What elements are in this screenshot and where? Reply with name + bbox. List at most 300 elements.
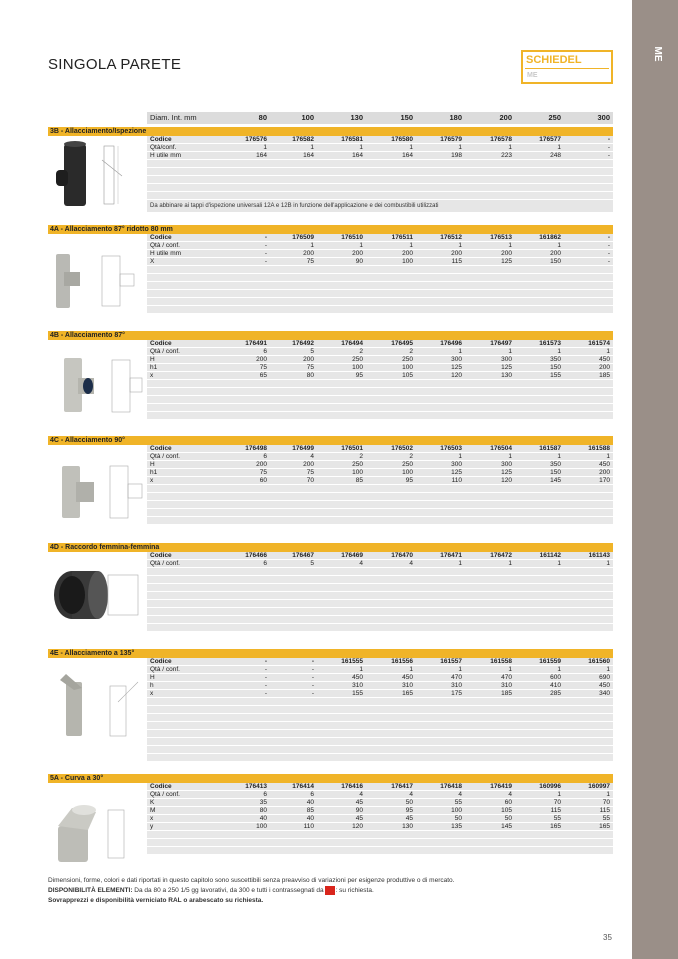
table-cell: 350 — [550, 356, 561, 363]
row-label: x — [150, 477, 154, 484]
empty-row — [147, 831, 613, 839]
empty-row — [147, 396, 613, 404]
table-cell: 4 — [359, 560, 363, 567]
empty-row — [147, 404, 613, 412]
logo-sub: ME — [527, 72, 538, 79]
table-cell: 176580 — [391, 136, 413, 143]
empty-row — [147, 714, 613, 722]
row-label: Codice — [150, 658, 172, 665]
table-row — [147, 783, 613, 791]
table-cell: 4 — [508, 791, 512, 798]
table-cell: 4 — [409, 791, 413, 798]
coupling-illustration — [50, 565, 146, 625]
section-header: 4D - Raccordo femmina-femmina — [48, 543, 613, 552]
spec-table — [147, 136, 613, 212]
table-cell: 470 — [451, 674, 462, 681]
table-cell: 1 — [508, 242, 512, 249]
row-label: Qtà / conf. — [150, 348, 180, 355]
table-cell: 1 — [310, 242, 314, 249]
table-cell: 690 — [599, 674, 610, 681]
spec-table — [147, 234, 613, 314]
row-label: h — [150, 682, 154, 689]
table-cell: 1 — [508, 666, 512, 673]
empty-row — [147, 722, 613, 730]
table-cell: 600 — [550, 674, 561, 681]
table-cell: 176492 — [292, 340, 314, 347]
table-cell: 164 — [402, 152, 413, 159]
table-cell: 2 — [409, 348, 413, 355]
row-label: h1 — [150, 364, 158, 371]
table-cell: 200 — [303, 356, 314, 363]
table-cell: 1 — [606, 560, 610, 567]
empty-row — [147, 698, 613, 706]
table-cell: 1 — [557, 144, 561, 151]
table-row — [147, 258, 613, 266]
table-cell: 130 — [402, 823, 413, 830]
table-cell: 150 — [550, 258, 561, 265]
row-label: H utile mm — [150, 250, 182, 257]
table-row — [147, 807, 613, 815]
table-cell: 176578 — [490, 136, 512, 143]
empty-row — [147, 616, 613, 624]
table-cell: 176503 — [440, 445, 462, 452]
table-cell: 310 — [352, 682, 363, 689]
table-cell: - — [607, 144, 610, 151]
table-cell: 185 — [599, 372, 610, 379]
empty-row — [147, 600, 613, 608]
row-label: Qtà/conf. — [150, 144, 177, 151]
table-cell: 1 — [359, 242, 363, 249]
row-label: h1 — [150, 469, 158, 476]
table-cell: 100 — [402, 469, 413, 476]
table-cell: 155 — [550, 372, 561, 379]
table-cell: 1 — [557, 560, 561, 567]
table-cell: 100 — [451, 807, 462, 814]
table-cell: 161560 — [588, 658, 610, 665]
table-cell: 5 — [310, 348, 314, 355]
logo-brand: SCHIEDEL — [526, 54, 582, 66]
empty-row — [147, 730, 613, 738]
table-cell: 70 — [306, 477, 314, 484]
table-cell: 176501 — [341, 445, 363, 452]
table-cell: - — [264, 666, 267, 673]
table-cell: 200 — [402, 250, 413, 257]
table-cell: 1 — [458, 666, 462, 673]
table-cell: 55 — [602, 815, 610, 822]
table-cell: 145 — [501, 823, 512, 830]
table-cell: 4 — [359, 791, 363, 798]
table-cell: 164 — [256, 152, 267, 159]
table-cell: 105 — [501, 807, 512, 814]
section-header: 5A - Curva a 30° — [48, 774, 613, 783]
table-cell: 410 — [550, 682, 561, 689]
table-cell: 1 — [409, 144, 413, 151]
row-label: x — [150, 815, 154, 822]
table-row — [147, 250, 613, 258]
red-marker-icon — [325, 886, 335, 895]
table-cell: 176418 — [440, 783, 462, 790]
table-cell: 1 — [557, 242, 561, 249]
table-cell: 1 — [359, 666, 363, 673]
table-cell: 1 — [409, 666, 413, 673]
table-cell: 1 — [508, 453, 512, 460]
table-cell: 176509 — [292, 234, 314, 241]
table-cell: 4 — [310, 453, 314, 460]
table-cell: 95 — [405, 807, 413, 814]
diameter-value: 180 — [449, 113, 462, 122]
table-cell: 300 — [501, 356, 512, 363]
table-cell: 176513 — [490, 234, 512, 241]
table-cell: - — [264, 690, 267, 697]
table-cell: 340 — [599, 690, 610, 697]
table-row — [147, 674, 613, 682]
empty-row — [147, 608, 613, 616]
table-cell: 300 — [451, 461, 462, 468]
table-cell: 105 — [402, 372, 413, 379]
table-cell: 125 — [501, 469, 512, 476]
table-cell: 120 — [501, 477, 512, 484]
table-cell: 50 — [405, 799, 413, 806]
diameter-value: 200 — [499, 113, 512, 122]
table-cell: 176497 — [490, 340, 512, 347]
table-cell: 161555 — [341, 658, 363, 665]
table-cell: 1 — [458, 453, 462, 460]
table-cell: 200 — [599, 469, 610, 476]
spec-table — [147, 552, 613, 632]
table-cell: 161574 — [588, 340, 610, 347]
table-cell: 176510 — [341, 234, 363, 241]
row-label: Qtà / conf. — [150, 791, 180, 798]
table-cell: 110 — [303, 823, 314, 830]
table-cell: 35 — [259, 799, 267, 806]
empty-row — [147, 624, 613, 632]
table-cell: 1 — [458, 348, 462, 355]
table-cell: - — [607, 250, 610, 257]
table-cell: 150 — [550, 469, 561, 476]
table-cell: 200 — [256, 356, 267, 363]
table-cell: 2 — [359, 453, 363, 460]
table-cell: 75 — [306, 469, 314, 476]
diameter-label: Diam. Int. mm — [150, 113, 197, 122]
spec-table — [147, 783, 613, 855]
table-cell: 200 — [256, 461, 267, 468]
table-cell: 161557 — [440, 658, 462, 665]
table-cell: 100 — [256, 823, 267, 830]
empty-row — [147, 192, 613, 200]
row-label: y — [150, 823, 154, 830]
table-cell: 176579 — [440, 136, 462, 143]
table-cell: 1 — [606, 453, 610, 460]
table-cell: 176471 — [440, 552, 462, 559]
table-cell: 80 — [259, 807, 267, 814]
table-cell: - — [607, 242, 610, 249]
table-cell: 160997 — [588, 783, 610, 790]
table-cell: 95 — [355, 372, 363, 379]
table-cell: 200 — [550, 250, 561, 257]
diameter-value: 130 — [350, 113, 363, 122]
table-row — [147, 560, 613, 568]
table-cell: 160996 — [539, 783, 561, 790]
table-row — [147, 461, 613, 469]
table-cell: 176581 — [341, 136, 363, 143]
empty-row — [147, 388, 613, 396]
row-label: Qtà / conf. — [150, 560, 180, 567]
table-cell: 161143 — [588, 552, 610, 559]
empty-row — [147, 282, 613, 290]
table-cell: 125 — [501, 364, 512, 371]
table-cell: 450 — [599, 356, 610, 363]
table-cell: 150 — [550, 364, 561, 371]
table-row — [147, 340, 613, 348]
table-cell: 45 — [355, 815, 363, 822]
table-row — [147, 234, 613, 242]
empty-row — [147, 298, 613, 306]
table-cell: 50 — [454, 815, 462, 822]
row-label: Codice — [150, 234, 172, 241]
table-cell: 115 — [550, 807, 561, 814]
footer-line-1: Dimensioni, forme, colori e dati riportati in questo capitolo sono suscettibili senza preavviso di variazioni per esigenze produttive o di mercato. — [48, 877, 455, 884]
table-row — [147, 666, 613, 674]
table-cell: 198 — [451, 152, 462, 159]
diameter-header-row — [147, 112, 613, 124]
empty-row — [147, 168, 613, 176]
table-cell: 115 — [599, 807, 610, 814]
table-cell: - — [264, 242, 267, 249]
empty-row — [147, 184, 613, 192]
row-label: K — [150, 799, 155, 806]
table-cell: 1 — [458, 144, 462, 151]
table-cell: - — [264, 682, 267, 689]
table-row — [147, 453, 613, 461]
side-bar — [632, 0, 678, 959]
table-cell: 60 — [259, 477, 267, 484]
table-cell: 165 — [599, 823, 610, 830]
empty-row — [147, 568, 613, 576]
table-cell: 200 — [303, 250, 314, 257]
brand-logo — [521, 50, 613, 84]
table-cell: 161587 — [539, 445, 561, 452]
table-cell: 1 — [508, 348, 512, 355]
spec-table — [147, 340, 613, 420]
table-row — [147, 823, 613, 831]
table-cell: 300 — [451, 356, 462, 363]
table-cell: 100 — [402, 258, 413, 265]
empty-row — [147, 592, 613, 600]
table-cell: 161556 — [391, 658, 413, 665]
table-cell: 161558 — [490, 658, 512, 665]
table-cell: 223 — [501, 152, 512, 159]
table-cell: - — [264, 658, 267, 665]
section-header: 4A - Allacciamento 87° ridotto 80 mm — [48, 225, 613, 234]
table-cell: - — [311, 690, 314, 697]
table-row — [147, 815, 613, 823]
table-cell: 176582 — [292, 136, 314, 143]
table-cell: 176417 — [391, 783, 413, 790]
table-row — [147, 144, 613, 152]
table-row — [147, 372, 613, 380]
row-label: H — [150, 356, 155, 363]
table-cell: 6 — [263, 791, 267, 798]
table-cell: 4 — [409, 560, 413, 567]
table-cell: - — [264, 258, 267, 265]
table-cell: - — [607, 136, 610, 143]
table-cell: - — [264, 674, 267, 681]
table-cell: 165 — [550, 823, 561, 830]
empty-row — [147, 847, 613, 855]
diameter-value: 300 — [597, 113, 610, 122]
table-cell: 6 — [263, 453, 267, 460]
page-title: SINGOLA PARETE — [48, 56, 182, 73]
table-cell: 164 — [303, 152, 314, 159]
table-cell: 176511 — [391, 234, 413, 241]
table-cell: - — [311, 682, 314, 689]
table-cell: 6 — [263, 348, 267, 355]
empty-row — [147, 584, 613, 592]
table-cell: 6 — [263, 560, 267, 567]
bend-30-illustration — [52, 796, 146, 866]
empty-row — [147, 176, 613, 184]
table-cell: - — [264, 234, 267, 241]
row-label: Qtà / conf. — [150, 666, 180, 673]
tee-90-illustration — [54, 460, 148, 522]
table-cell: 200 — [451, 250, 462, 257]
table-row — [147, 136, 613, 144]
table-cell: 100 — [352, 364, 363, 371]
table-cell: 161573 — [539, 340, 561, 347]
table-cell: 176416 — [341, 783, 363, 790]
table-cell: 1 — [557, 791, 561, 798]
section-header: 4C - Allacciamento 90° — [48, 436, 613, 445]
table-cell: 250 — [402, 356, 413, 363]
diameter-value: 150 — [400, 113, 413, 122]
section-note: Da abbinare ai tappi d'ispezione universali 12A e 12B in funzione dell'applicazione e dei combustibili utilizzati — [147, 200, 613, 212]
table-cell: 176495 — [391, 340, 413, 347]
table-cell: 165 — [402, 690, 413, 697]
table-cell: 176414 — [292, 783, 314, 790]
table-row — [147, 791, 613, 799]
table-cell: 176499 — [292, 445, 314, 452]
table-cell: 85 — [306, 807, 314, 814]
table-cell: 5 — [310, 560, 314, 567]
table-row — [147, 477, 613, 485]
section-header: 4B - Allacciamento 87° — [48, 331, 613, 340]
table-cell: 176467 — [292, 552, 314, 559]
row-label: M — [150, 807, 156, 814]
table-row — [147, 242, 613, 250]
table-cell: 1 — [458, 560, 462, 567]
table-cell: 155 — [352, 690, 363, 697]
empty-row — [147, 274, 613, 282]
table-cell: 250 — [352, 461, 363, 468]
row-label: Codice — [150, 552, 172, 559]
empty-row — [147, 839, 613, 847]
footer-line-2 — [48, 886, 608, 896]
table-row — [147, 552, 613, 560]
page-number: 35 — [603, 933, 612, 942]
row-label: Qtà / conf. — [150, 453, 180, 460]
empty-row — [147, 306, 613, 314]
table-cell: 115 — [451, 258, 462, 265]
table-cell: 2 — [359, 348, 363, 355]
table-cell: 85 — [355, 477, 363, 484]
row-label: Codice — [150, 445, 172, 452]
table-cell: 176470 — [391, 552, 413, 559]
table-cell: 95 — [405, 477, 413, 484]
empty-row — [147, 412, 613, 420]
table-cell: 45 — [405, 815, 413, 822]
table-cell: 164 — [352, 152, 363, 159]
table-cell: 2 — [409, 453, 413, 460]
table-cell: 250 — [352, 356, 363, 363]
table-cell: 1 — [557, 453, 561, 460]
section-header: 4E - Allacciamento a 135° — [48, 649, 613, 658]
table-cell: 200 — [501, 250, 512, 257]
table-cell: 176577 — [539, 136, 561, 143]
table-cell: 176504 — [490, 445, 512, 452]
row-label: H — [150, 461, 155, 468]
table-cell: 120 — [451, 372, 462, 379]
table-cell: 176472 — [490, 552, 512, 559]
table-cell: 130 — [501, 372, 512, 379]
table-cell: 1 — [310, 144, 314, 151]
table-cell: - — [311, 674, 314, 681]
logo-divider — [525, 68, 609, 69]
table-cell: 300 — [501, 461, 512, 468]
table-cell: 1 — [458, 242, 462, 249]
table-cell: 200 — [599, 364, 610, 371]
table-cell: 175 — [451, 690, 462, 697]
table-cell: 1 — [606, 791, 610, 798]
table-cell: - — [264, 250, 267, 257]
table-cell: 161862 — [539, 234, 561, 241]
table-cell: 1 — [409, 242, 413, 249]
diameter-value: 100 — [301, 113, 314, 122]
table-cell: 248 — [550, 152, 561, 159]
table-cell: 161142 — [539, 552, 561, 559]
table-cell: 1 — [508, 560, 512, 567]
table-cell: - — [311, 666, 314, 673]
table-row — [147, 658, 613, 666]
table-cell: 350 — [550, 461, 561, 468]
table-cell: 145 — [550, 477, 561, 484]
row-label: x — [150, 690, 154, 697]
tee-87-illustration — [54, 354, 148, 416]
row-label: x — [150, 372, 154, 379]
table-cell: 250 — [402, 461, 413, 468]
table-cell: 176419 — [490, 783, 512, 790]
table-cell: 450 — [599, 682, 610, 689]
table-cell: 176512 — [440, 234, 462, 241]
table-cell: 1 — [606, 348, 610, 355]
table-cell: 176498 — [245, 445, 267, 452]
row-label: X — [150, 258, 155, 265]
footer-line-3: Sovrapprezzi e disponibilità verniciato RAL o arabescato su richiesta. — [48, 897, 264, 905]
row-label: Codice — [150, 340, 172, 347]
table-cell: - — [607, 152, 610, 159]
table-cell: 125 — [501, 258, 512, 265]
inspection-pipe-illustration — [52, 140, 142, 210]
empty-row — [147, 485, 613, 493]
table-cell: 176491 — [245, 340, 267, 347]
table-row — [147, 799, 613, 807]
tee-135-illustration — [52, 672, 146, 742]
table-cell: 45 — [355, 799, 363, 806]
table-cell: 176496 — [440, 340, 462, 347]
empty-row — [147, 746, 613, 754]
table-cell: 70 — [602, 799, 610, 806]
row-label: Codice — [150, 783, 172, 790]
table-row — [147, 469, 613, 477]
